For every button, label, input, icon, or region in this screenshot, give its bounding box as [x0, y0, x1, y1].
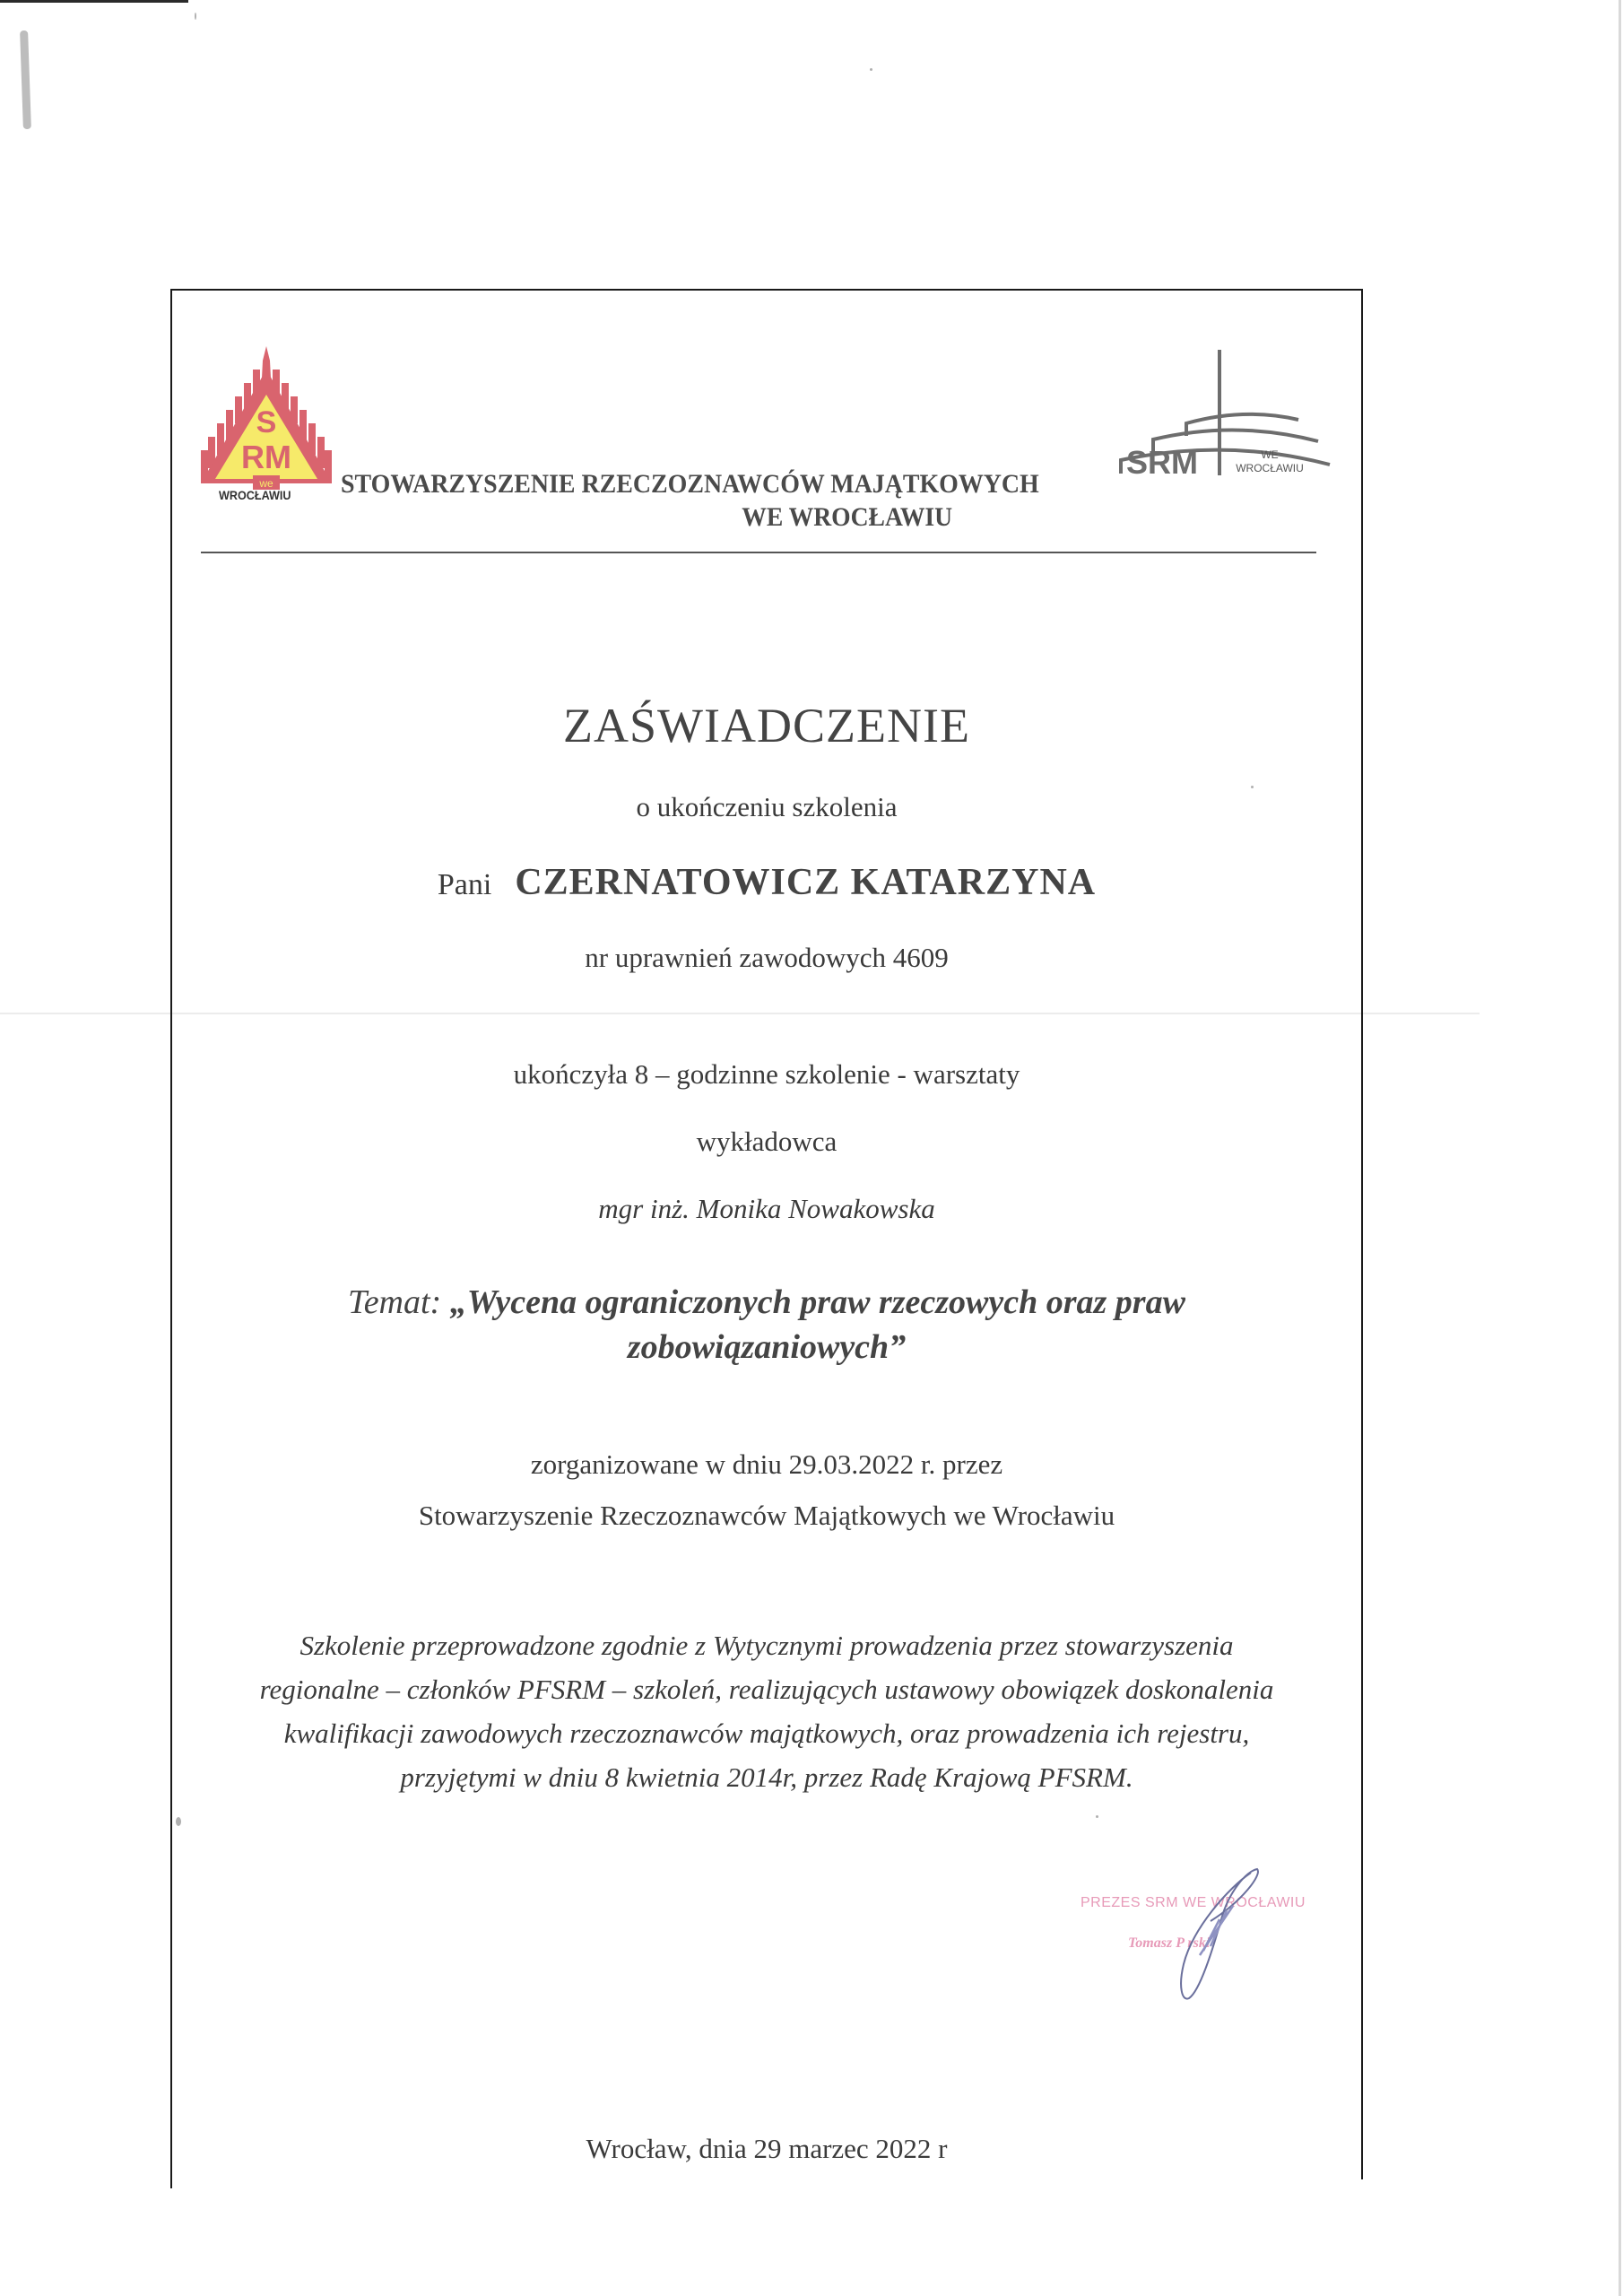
topic-title-part1: „Wycena ograniczonych praw rzeczowych oraz praw	[449, 1283, 1185, 1321]
building-spire-logo-icon	[1110, 348, 1334, 483]
cathedral-logo-icon	[199, 343, 334, 504]
note-line: kwalifikacji zawodowych rzeczoznawców majątkowych, oraz prowadzenia ich rejestru,	[283, 1718, 1250, 1749]
regulation-note	[197, 1623, 1336, 1799]
scan-speck	[870, 68, 872, 71]
scan-edge-top	[0, 0, 188, 3]
topic-title-part2: zobowiązaniowych”	[627, 1328, 907, 1366]
president-stamp-name: Tomasz P rski	[1128, 1935, 1211, 1951]
note-line: przyjętymi w dniu 8 kwietnia 2014r, przez Radę Krajową PFSRM.	[400, 1761, 1133, 1793]
scan-staple-mark	[20, 30, 31, 129]
salutation: Pani	[437, 868, 492, 901]
header-divider	[201, 552, 1316, 553]
topic-label: Temat:	[348, 1283, 442, 1321]
srm-logo-right	[1110, 348, 1334, 483]
license-number: nr uprawnień zawodowych 4609	[585, 942, 949, 973]
logo-letters-rm: RM	[241, 439, 291, 475]
scan-speck	[1096, 1815, 1098, 1818]
topic-line-2	[170, 1327, 1363, 1367]
topic-line-1	[170, 1283, 1363, 1322]
lecturer-label: wykładowca	[696, 1126, 838, 1157]
certificate-title: ZAŚWIADCZENIE	[563, 699, 970, 752]
recipient-line	[170, 861, 1363, 904]
note-line: regionalne – członków PFSRM – szkoleń, realizujących ustawowy obowiązek doskonalenia	[259, 1674, 1274, 1705]
place-and-date: Wrocław, dnia 29 marzec 2022 r	[586, 2133, 948, 2164]
president-stamp-title: PREZES SRM WE WROCŁAWIU	[1081, 1895, 1306, 1910]
scan-speck	[1251, 786, 1254, 788]
scan-fold-line	[0, 1013, 1480, 1014]
logo-left-caption: WROCŁAWIU	[219, 488, 291, 502]
org-city-text: WE WROCŁAWIU	[742, 502, 953, 532]
lecturer-name: mgr inż. Monika Nowakowska	[598, 1193, 935, 1224]
frame-border-right	[1361, 289, 1363, 2179]
logo-letter-s: S	[256, 405, 277, 439]
logo-right-caption-bottom: WROCŁAWIU	[1236, 462, 1304, 474]
certificate-subtitle: o ukończeniu szkolenia	[636, 791, 898, 822]
scan-speck	[195, 13, 196, 20]
scan-edge-right	[1619, 0, 1621, 2296]
organized-date-line: zorganizowane w dniu 29.03.2022 r. przez	[530, 1448, 1003, 1480]
logo-letters-srm: SRM	[1126, 444, 1198, 481]
frame-border-top	[170, 289, 1363, 291]
frame-border-left	[170, 289, 172, 2188]
org-name-line2	[170, 502, 1363, 533]
organizer-name: Stowarzyszenie Rzeczoznawców Majątkowych we Wrocławiu	[418, 1500, 1115, 1531]
handwritten-signature	[1157, 1866, 1273, 2009]
scan-speck	[176, 1817, 181, 1826]
completion-statement: ukończyła 8 – godzinne szkolenie - warsztaty	[513, 1058, 1020, 1090]
org-name-line1: STOWARZYSZENIE RZECZOZNAWCÓW MAJĄTKOWYCH	[341, 469, 1039, 499]
recipient-name: CZERNATOWICZ KATARZYNA	[515, 862, 1097, 903]
srm-logo-left	[199, 343, 334, 504]
note-line: Szkolenie przeprowadzone zgodnie z Wytycznymi prowadzenia przez stowarzyszenia	[299, 1630, 1234, 1661]
signature-icon	[1157, 1866, 1273, 2009]
logo-right-caption-top: WE	[1261, 448, 1279, 461]
logo-letters-we: we	[259, 477, 273, 490]
